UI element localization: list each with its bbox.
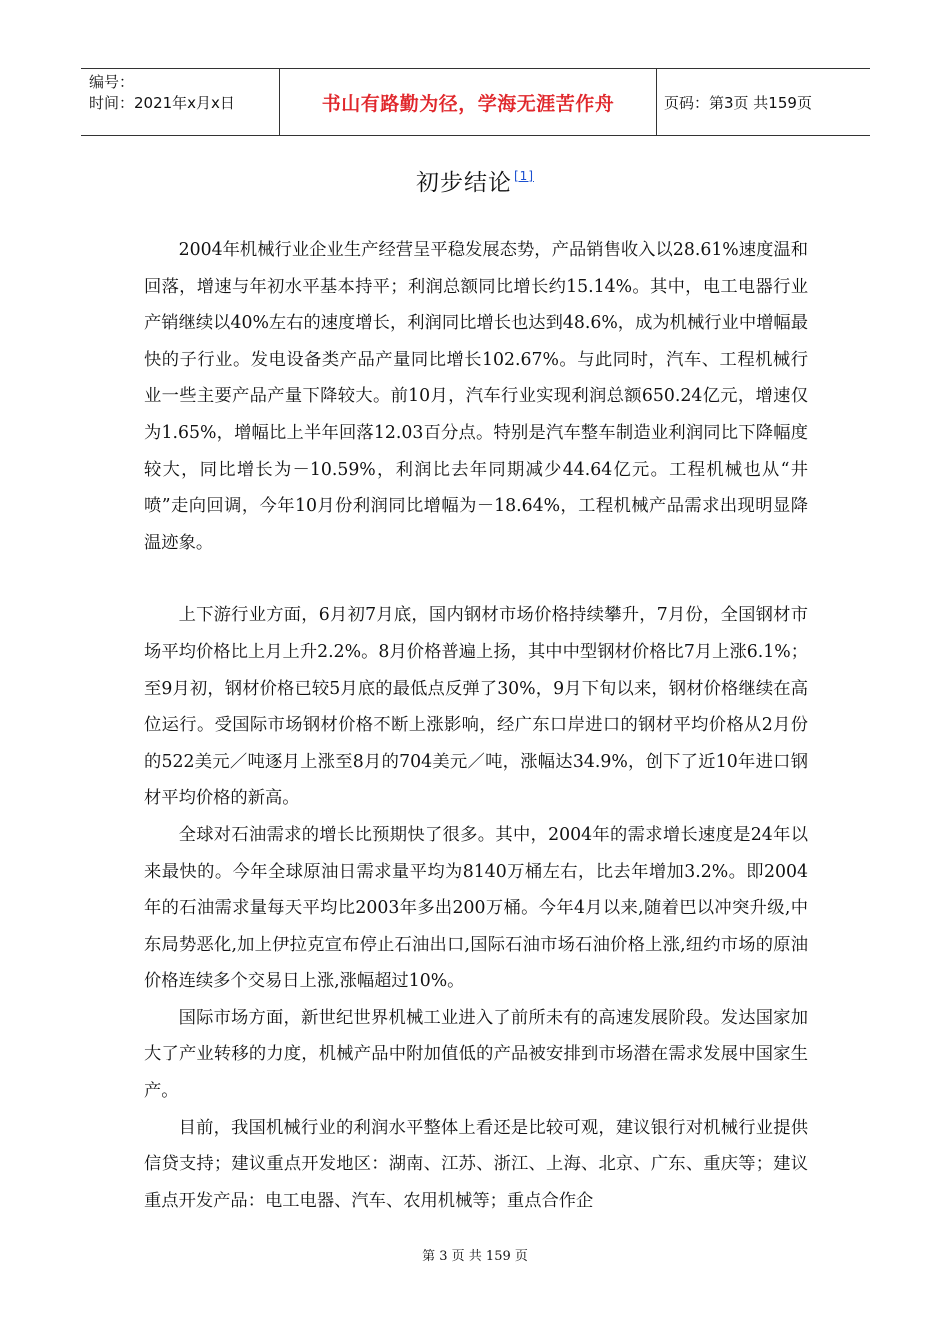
- footnote-link[interactable]: [1]: [514, 169, 534, 183]
- document-number-label: 编号：: [89, 73, 135, 91]
- paragraph-international-market: 国际市场方面，新世纪世界机械工业进入了前所未有的高速发展阶段。发达国家加大了产业转移的力度，机械产品中附加值低的产品被安排到市场潜在需求发展中国家生产。: [144, 1007, 808, 1102]
- header-page-info: 页码：第3页 共159页: [664, 93, 812, 112]
- page-header: [81, 68, 870, 136]
- paragraph-upstream-downstream: 上下游行业方面，6月初7月底，国内钢材市场价格持续攀升，7月份，全国钢材市场平均价格比上月上升2.2%。8月价格普遍上扬，其中中型钢材价格比7月上涨6.1%；至9月初，钢材价格已较5月底的最低点反弹了30%，9月下旬以来，钢材价格继续在高位运行。受国际市场钢材价格不断上涨影响，经广东口岸进口的钢材平均价格从2月份的522美元／吨逐月上涨至8月的704美元／吨，涨幅达34.9%，创下了近10年进口钢材平均价格的新高。: [144, 605, 808, 809]
- document-date-label: 时间：2021年x月x日: [89, 94, 235, 112]
- paragraph-recommendation: 目前，我国机械行业的利润水平整体上看还是比较可观，建议银行对机械行业提供信贷支持；建议重点开发地区：湖南、江苏、浙江、上海、北京、广东、重庆等；建议重点开发产品：电工电器、汽车、农用机械等；重点合作企: [144, 1117, 808, 1211]
- paragraph-industry-overview: 2004年机械行业企业生产经营呈平稳发展态势，产品销售收入以28.61%速度温和回落，增速与年初水平基本持平；利润总额同比增长约15.14%。其中，电工电器行业产销继续以40%左右的速度增长，利润同比增长也达到48.6%，成为机械行业中增幅最快的子行业。发电设备类产品产量同比增长102.67%。与此同时，汽车、工程机械行业一些主要产品产量下降较大。前10月，汽车行业实现利润总额650.24亿元，增速仅为1.65%，增幅比上半年回落12.03百分点。特别是汽车整车制造业利润同比下降幅度较大，同比增长为－10.59%，利润比去年同期减少44.64亿元。工程机械也从“井喷”走向回调，今年10月份利润同比增幅为－18.64%，工程机械产品需求出现明显降温迹象。: [144, 240, 808, 553]
- page-title: [0, 164, 950, 197]
- paragraph-spacer: [144, 561, 808, 597]
- page-footer: 第 3 页 共 159 页: [422, 1249, 528, 1264]
- header-motto: 书山有路勤为径，学海无涯苦作舟: [280, 69, 657, 135]
- document-body: [144, 232, 808, 1219]
- page-title-text: 初步结论: [416, 170, 512, 196]
- header-meta: [81, 69, 280, 135]
- paragraph-oil-demand: 全球对石油需求的增长比预期快了很多。其中，2004年的需求增长速度是24年以来最快的。今年全球原油日需求量平均为8140万桶左右，比去年增加3.2%。即2004年的石油需求量每天平均比2003年多出200万桶。今年4月以来,随着巴以冲突升级,中东局势恶化,加上伊拉克宣布停止石油出口,国际石油市场石油价格上涨,纽约市场的原油价格连续多个交易日上涨,涨幅超过10%。: [144, 824, 808, 992]
